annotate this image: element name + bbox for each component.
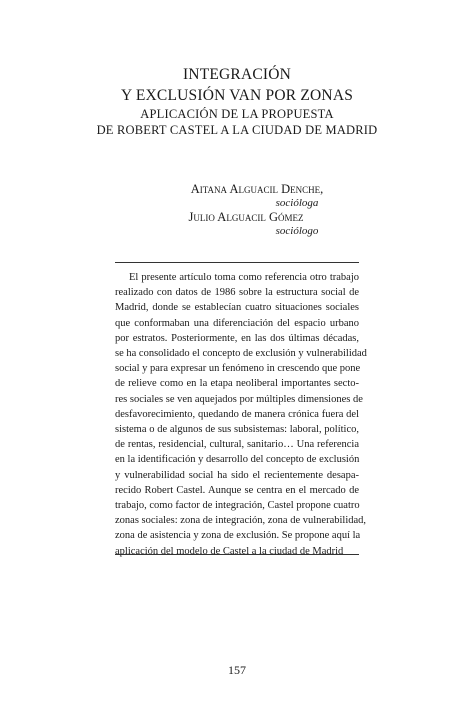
abstract-line: de relieve como en la etapa neoliberal importantes secto- <box>115 378 359 390</box>
abstract-line: social y para expresar un fenómeno in crescendo que pone <box>115 363 361 375</box>
abstract-line: que conformaban una diferenciación del espacio urbano <box>115 317 359 329</box>
abstract-line: res sociales se ven aquejados por múltiples dimensiones de <box>115 393 363 405</box>
article-title-block <box>0 64 474 138</box>
page-number: 157 <box>228 663 246 677</box>
abstract-line: El presente artículo toma como referencia otro trabajo <box>129 272 359 283</box>
author-role: socióloga <box>275 197 319 209</box>
abstract-line: de rentas, residencial, cultural, sanitario… Una referencia <box>115 439 359 451</box>
article-subtitle-line-2: DE ROBERT CASTEL A LA CIUDAD DE MADRID <box>96 123 378 137</box>
abstract-top-rule <box>115 262 359 263</box>
author-name: Julio Alguacil Gómez <box>188 210 304 224</box>
abstract-line: en la identificación y desarrollo del concepto de exclusión <box>115 454 360 466</box>
abstract-line: trabajo, como factor de integración, Castel propone cuatro <box>115 500 360 512</box>
abstract-line: sistema o de algunos de sus subsistemas: laboral, político, <box>115 424 359 436</box>
author-list <box>0 182 474 238</box>
abstract-line: zona de asistencia y zona de exclusión. Se propone aquí la <box>115 530 361 542</box>
article-title-line-1: INTEGRACIÓN <box>182 66 292 83</box>
abstract-line: se ha consolidado el concepto de exclusión y vulnerabilidad <box>115 348 367 360</box>
author-role: sociólogo <box>275 225 319 237</box>
abstract-line: recido Robert Castel. Aunque se centra en el mercado de <box>115 484 359 496</box>
abstract-line: desfavorecimiento, quedando de manera crónica fuera del <box>115 408 359 420</box>
abstract-line: y vulnerabilidad social ha sido el recientemente desapa- <box>115 469 359 481</box>
article-title-line-2: Y EXCLUSIÓN VAN POR ZONAS <box>120 87 354 104</box>
abstract-line: Madrid, donde se establecían cuatro situaciones sociales <box>115 302 359 314</box>
abstract-paragraph <box>115 270 367 559</box>
author-name: Aitana Alguacil Denche, <box>190 182 324 196</box>
abstract-line: zonas sociales: zona de integración, zona de vulnerabilidad, <box>115 515 367 527</box>
abstract-line: aplicación del modelo de Castel a la ciudad de Madrid <box>115 545 344 557</box>
author-entry <box>0 182 474 210</box>
article-subtitle-line-1: APLICACIÓN DE LA PROPUESTA <box>140 107 334 121</box>
abstract-line: realizado con datos de 1986 sobre la estructura social de <box>115 287 359 299</box>
abstract-bottom-rule <box>115 554 359 555</box>
abstract-line: por estratos. Posteriormente, en las dos últimas décadas, <box>115 332 359 344</box>
author-entry <box>0 210 474 238</box>
